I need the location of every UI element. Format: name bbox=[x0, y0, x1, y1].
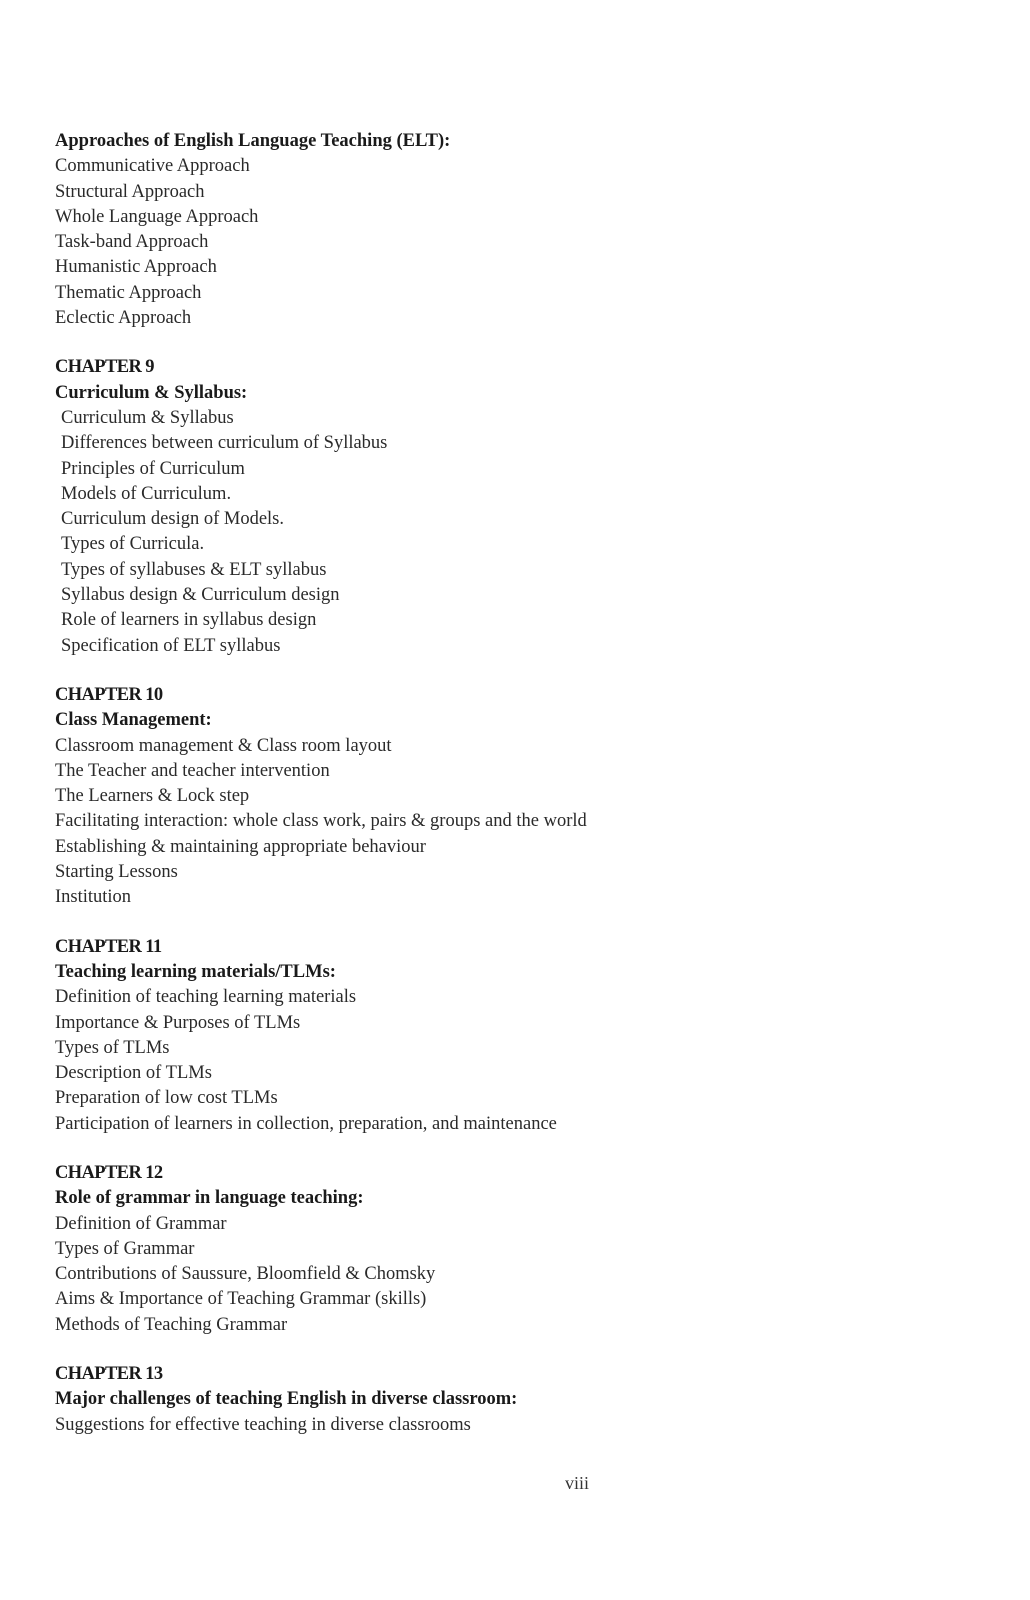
topic-list bbox=[55, 734, 995, 911]
chapter-label: CHAPTER 13 bbox=[55, 1364, 163, 1385]
list-item: Whole Language Approach bbox=[55, 206, 259, 227]
list-item: Aims & Importance of Teaching Grammar (skills) bbox=[55, 1289, 427, 1310]
page-number: viii bbox=[565, 1473, 590, 1493]
toc-section-chapter-10 bbox=[55, 683, 995, 911]
section-gap bbox=[55, 659, 995, 683]
chapter-label: CHAPTER 11 bbox=[55, 936, 162, 957]
list-item: Specification of ELT syllabus bbox=[61, 635, 281, 656]
chapter-label: CHAPTER 10 bbox=[55, 684, 163, 705]
list-item: Types of syllabuses & ELT syllabus bbox=[61, 559, 327, 580]
list-item: Models of Curriculum. bbox=[61, 483, 232, 504]
topic-list bbox=[55, 406, 995, 659]
list-item: Institution bbox=[55, 887, 132, 908]
list-item: Preparation of low cost TLMs bbox=[55, 1088, 278, 1109]
list-item: Humanistic Approach bbox=[55, 257, 217, 278]
list-item: Structural Approach bbox=[55, 181, 205, 202]
chapter-label: CHAPTER 12 bbox=[55, 1162, 163, 1183]
section-title: Class Management: bbox=[55, 710, 212, 731]
list-item: Curriculum design of Models. bbox=[61, 509, 285, 530]
list-item: Task-band Approach bbox=[55, 232, 209, 253]
list-item: Contributions of Saussure, Bloomfield & Chomsky bbox=[55, 1264, 436, 1285]
section-title: Curriculum & Syllabus: bbox=[55, 382, 248, 403]
toc-section-chapter-12 bbox=[55, 1161, 995, 1338]
list-item: Starting Lessons bbox=[55, 862, 178, 883]
list-item: Suggestions for effective teaching in diverse classrooms bbox=[55, 1414, 471, 1435]
section-gap bbox=[55, 1137, 995, 1161]
list-item: Differences between curriculum of Syllabus bbox=[61, 433, 388, 454]
list-item: Classroom management & Class room layout bbox=[55, 735, 392, 756]
section-gap bbox=[55, 911, 995, 935]
list-item: Thematic Approach bbox=[55, 282, 202, 303]
section-gap bbox=[55, 1338, 995, 1362]
topic-list bbox=[55, 1413, 995, 1438]
list-item: Methods of Teaching Grammar bbox=[55, 1314, 288, 1335]
list-item: Types of TLMs bbox=[55, 1037, 170, 1058]
section-title: Role of grammar in language teaching: bbox=[55, 1188, 364, 1209]
list-item: Eclectic Approach bbox=[55, 308, 192, 329]
list-item: Importance & Purposes of TLMs bbox=[55, 1012, 301, 1033]
list-item: Description of TLMs bbox=[55, 1063, 212, 1084]
list-item: Role of learners in syllabus design bbox=[61, 610, 317, 631]
list-item: Facilitating interaction: whole class work, pairs & groups and the world bbox=[55, 811, 587, 832]
toc-section-chapter-11 bbox=[55, 935, 995, 1137]
section-title: Approaches of English Language Teaching (ELT): bbox=[55, 131, 451, 151]
topic-list bbox=[55, 1212, 995, 1338]
list-item: Types of Grammar bbox=[55, 1238, 195, 1259]
toc-section-chapter-9 bbox=[55, 355, 995, 659]
list-item: Curriculum & Syllabus bbox=[61, 407, 234, 428]
list-item: Communicative Approach bbox=[55, 156, 250, 177]
topic-list bbox=[55, 985, 995, 1137]
list-item: Participation of learners in collection, preparation, and maintenance bbox=[55, 1113, 557, 1134]
list-item: Types of Curricula. bbox=[61, 534, 205, 555]
toc-section-elt-approaches bbox=[55, 129, 995, 331]
section-title: Major challenges of teaching English in diverse classroom: bbox=[55, 1389, 518, 1410]
list-item: The Learners & Lock step bbox=[55, 786, 250, 807]
list-item: Principles of Curriculum bbox=[61, 458, 245, 479]
list-item: Definition of Grammar bbox=[55, 1213, 227, 1234]
list-item: Syllabus design & Curriculum design bbox=[61, 585, 340, 606]
topic-list bbox=[55, 154, 995, 331]
section-gap bbox=[55, 331, 995, 355]
list-item: The Teacher and teacher intervention bbox=[55, 760, 330, 781]
toc-section-chapter-13 bbox=[55, 1362, 995, 1438]
section-title: Teaching learning materials/TLMs: bbox=[55, 961, 336, 982]
chapter-label: CHAPTER 9 bbox=[55, 357, 154, 378]
list-item: Establishing & maintaining appropriate behaviour bbox=[55, 836, 426, 857]
table-of-contents bbox=[55, 129, 995, 1438]
list-item: Definition of teaching learning materials bbox=[55, 987, 357, 1008]
